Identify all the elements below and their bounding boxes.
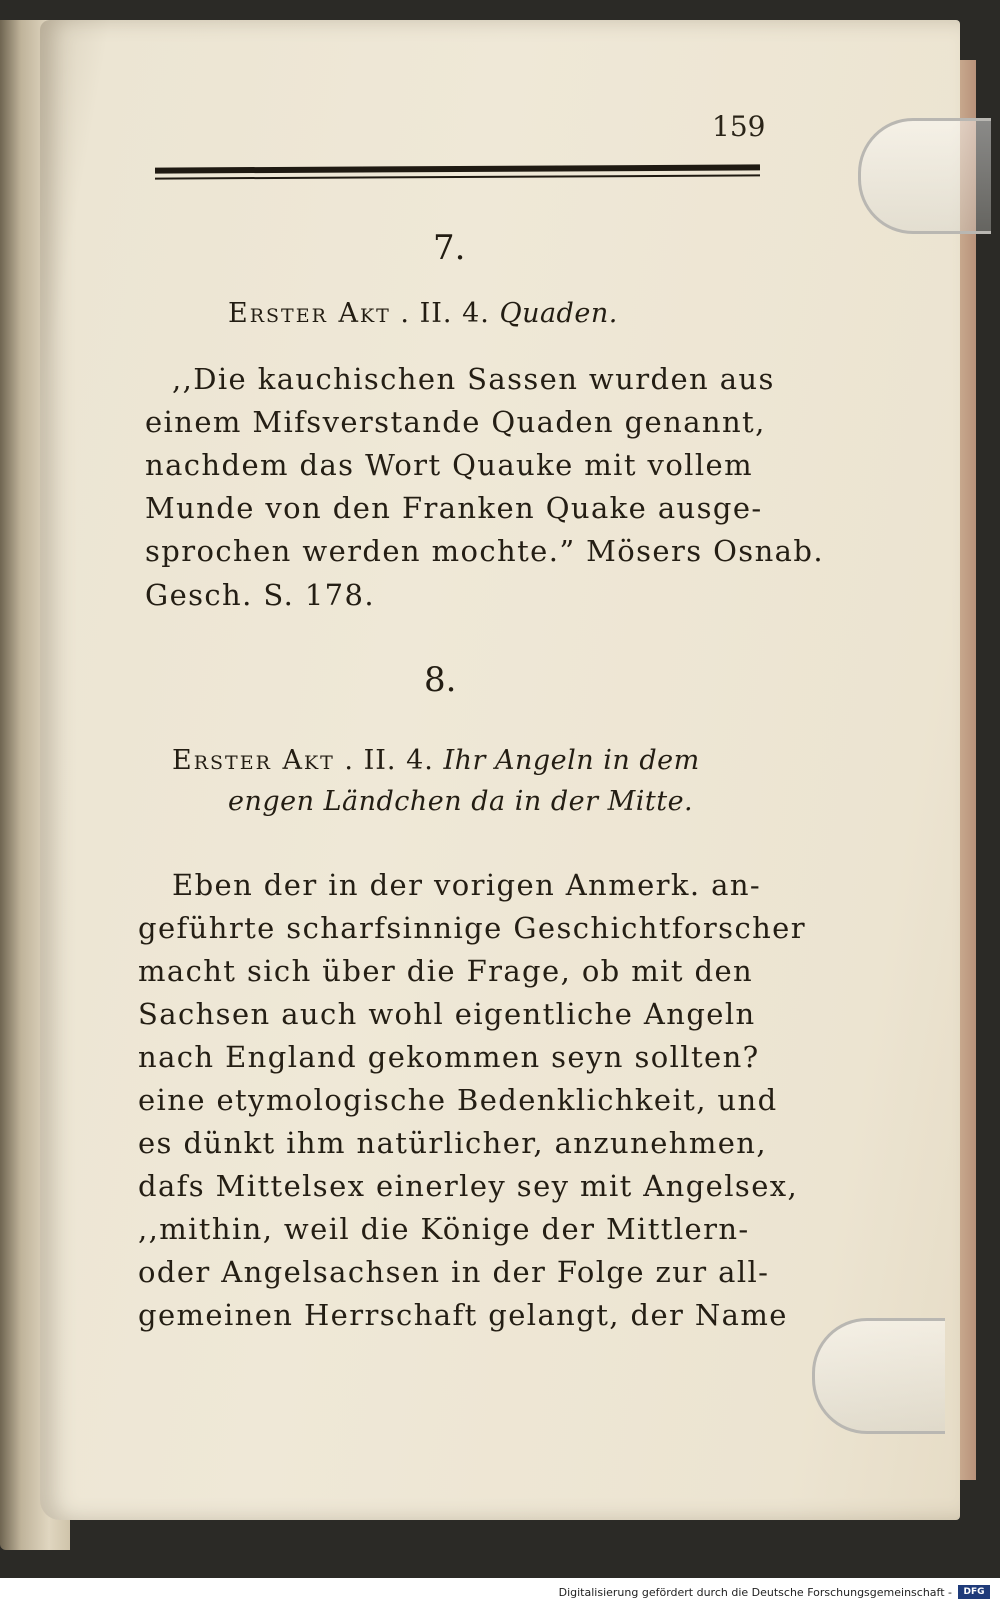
note-7-line: sprochen werden mochte.” Mösers Osnab.	[145, 534, 824, 568]
note-7-heading-act: Erster Akt	[228, 298, 391, 329]
note-8-number: 8.	[424, 660, 457, 700]
note-7-line: Gesch. S. 178.	[145, 578, 376, 612]
note-8-line: macht sich über die Frage, ob mit den	[138, 954, 754, 988]
digitization-footer	[0, 1578, 1000, 1607]
glass-clip-top	[858, 118, 991, 234]
note-8-line: nach England gekommen seyn sollten?	[138, 1040, 760, 1074]
note-7-line: einem Mifsverstande Quaden genannt,	[145, 405, 766, 439]
note-8-line: oder Angelsachsen in der Folge zur all-	[138, 1255, 770, 1289]
note-7-heading-title: Quaden.	[499, 298, 618, 329]
note-8-heading-act: Erster Akt	[172, 745, 335, 776]
note-8-heading-cont	[228, 786, 693, 817]
page-number: 159	[712, 110, 766, 143]
note-7-heading-ref: . II. 4.	[400, 298, 490, 329]
note-7-line: Munde von den Franken Quake ausge-	[145, 491, 763, 525]
note-7-line: ,,Die kauchischen Sassen wurden aus	[172, 362, 775, 396]
note-8-line: Eben der in der vorigen Anmerk. an-	[172, 868, 762, 902]
note-8-heading-ref: . II. 4.	[344, 745, 434, 776]
note-8-heading-title-cont: engen Ländchen da in der Mitte.	[228, 786, 694, 817]
note-8-line: dafs Mittelsex einerley sey mit Angelsex,	[138, 1169, 799, 1203]
dfg-logo: DFG	[958, 1585, 990, 1599]
note-8-heading-title: Ihr Angeln in dem	[443, 745, 700, 776]
footer-credit: Digitalisierung gefördert durch die Deutsche Forschungsgemeinschaft -	[558, 1586, 952, 1599]
note-8-line: Sachsen auch wohl eigentliche Angeln	[138, 997, 756, 1031]
note-8-line: es dünkt ihm natürlicher, anzunehmen,	[138, 1126, 767, 1160]
note-8-heading	[172, 745, 700, 776]
note-8-line: geführte scharfsinnige Geschichtforscher	[138, 911, 806, 945]
note-7-number: 7.	[433, 228, 466, 268]
note-8-line: gemeinen Herrschaft gelangt, der Name	[138, 1298, 788, 1332]
note-7-heading	[228, 298, 618, 329]
note-7-line: nachdem das Wort Quauke mit vollem	[145, 448, 753, 482]
note-8-line: ,,mithin, weil die Könige der Mittlern-	[138, 1212, 750, 1246]
glass-clip-bottom	[812, 1318, 945, 1434]
note-8-line: eine etymologische Bedenklichkeit, und	[138, 1083, 778, 1117]
